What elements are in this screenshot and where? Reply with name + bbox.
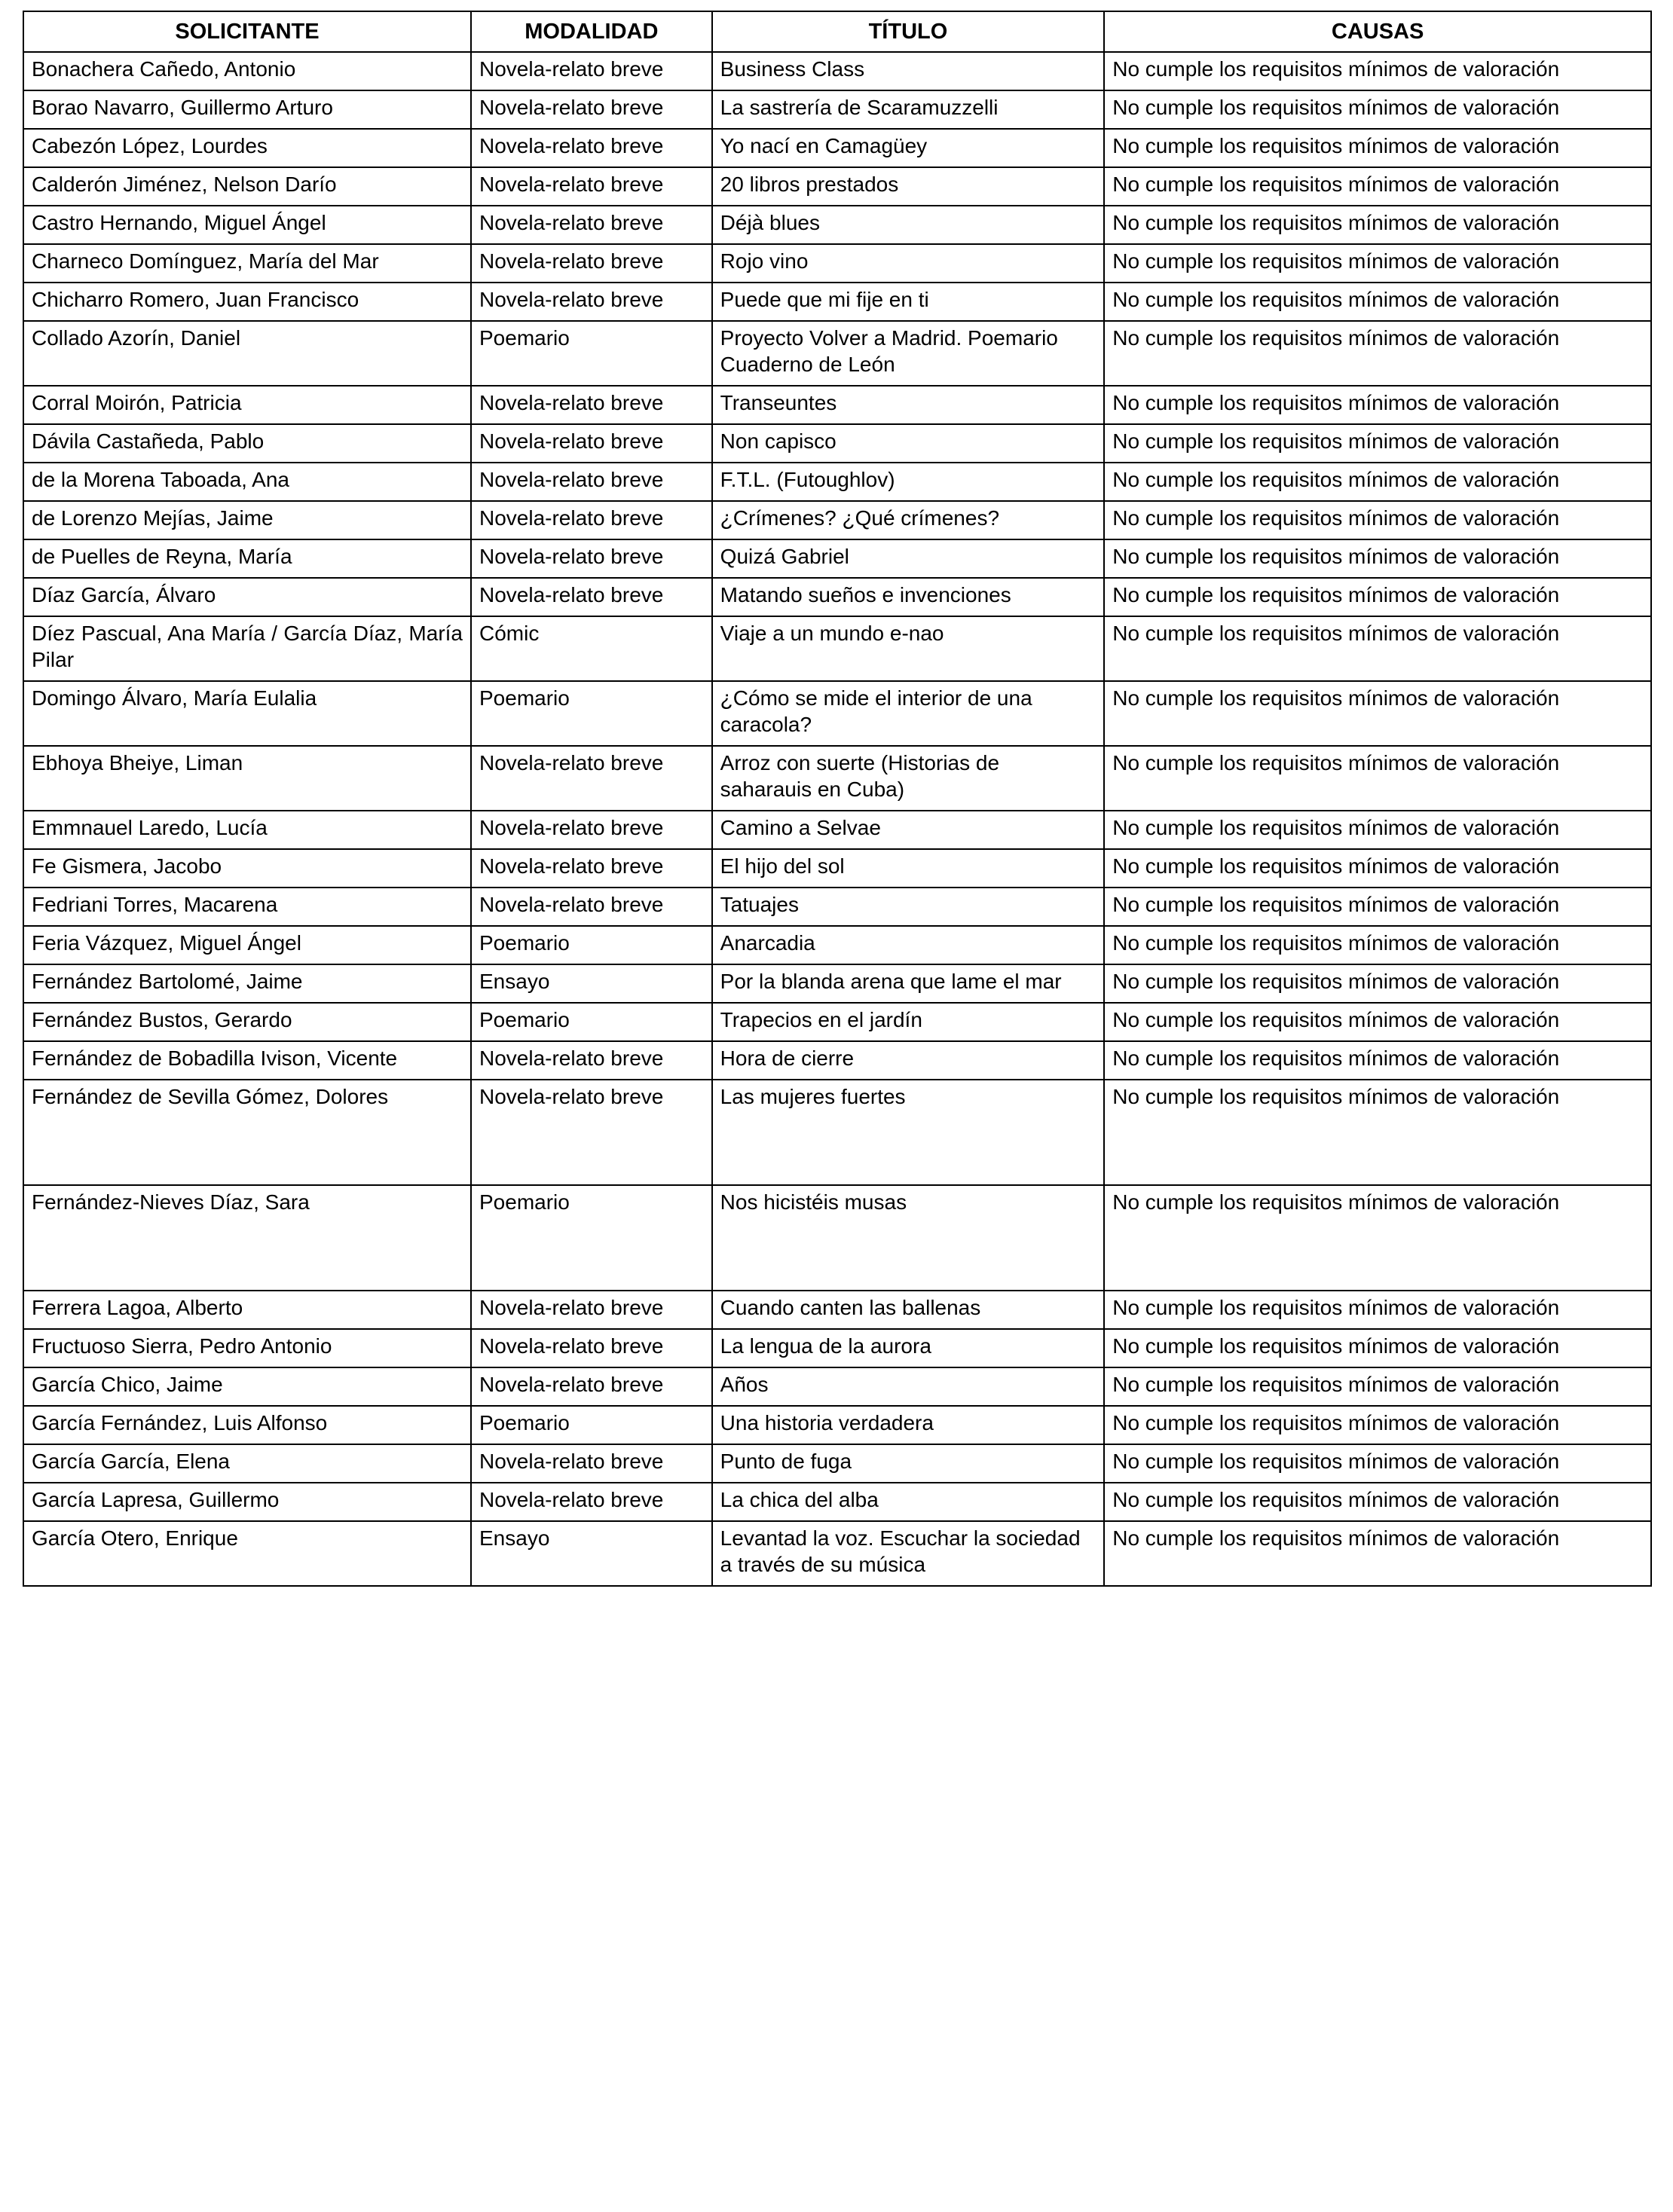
causas-cell: No cumple los requisitos mínimos de valoración: [1104, 1080, 1651, 1185]
causas-cell: No cumple los requisitos mínimos de valoración: [1104, 578, 1651, 616]
causas-cell: No cumple los requisitos mínimos de valoración: [1104, 1444, 1651, 1483]
table-row: [23, 1329, 1651, 1367]
causas-cell: No cumple los requisitos mínimos de valoración: [1104, 681, 1651, 746]
causas-cell: No cumple los requisitos mínimos de valoración: [1104, 90, 1651, 129]
modalidad-cell: Novela-relato breve: [471, 1367, 712, 1406]
table-row: [23, 424, 1651, 463]
modalidad-cell: Novela-relato breve: [471, 206, 712, 244]
titulo-cell: 20 libros prestados: [712, 167, 1105, 206]
header-solicitante: SOLICITANTE: [23, 11, 471, 52]
causas-cell: No cumple los requisitos mínimos de valoración: [1104, 244, 1651, 283]
causas-cell: No cumple los requisitos mínimos de valoración: [1104, 964, 1651, 1003]
solicitante-cell: de Lorenzo Mejías, Jaime: [23, 501, 471, 539]
solicitante-cell: Borao Navarro, Guillermo Arturo: [23, 90, 471, 129]
titulo-cell: Trapecios en el jardín: [712, 1003, 1105, 1041]
titulo-cell: Proyecto Volver a Madrid. Poemario Cuaderno de León: [712, 321, 1105, 386]
solicitante-cell: Fernández-Nieves Díaz, Sara: [23, 1185, 471, 1291]
titulo-cell: Anarcadia: [712, 926, 1105, 964]
solicitante-cell: Feria Vázquez, Miguel Ángel: [23, 926, 471, 964]
titulo-cell: El hijo del sol: [712, 849, 1105, 888]
causas-cell: No cumple los requisitos mínimos de valoración: [1104, 926, 1651, 964]
table-row: [23, 1367, 1651, 1406]
modalidad-cell: Novela-relato breve: [471, 501, 712, 539]
table-row: [23, 578, 1651, 616]
titulo-cell: Años: [712, 1367, 1105, 1406]
causas-cell: No cumple los requisitos mínimos de valoración: [1104, 1041, 1651, 1080]
titulo-cell: La chica del alba: [712, 1483, 1105, 1521]
table-row: [23, 888, 1651, 926]
titulo-cell: Levantad la voz. Escuchar la sociedad a través de su música: [712, 1521, 1105, 1586]
table-row: [23, 1003, 1651, 1041]
modalidad-cell: Poemario: [471, 321, 712, 386]
solicitante-cell: Collado Azorín, Daniel: [23, 321, 471, 386]
solicitante-cell: Fernández de Bobadilla Ivison, Vicente: [23, 1041, 471, 1080]
titulo-cell: F.T.L. (Futoughlov): [712, 463, 1105, 501]
titulo-cell: Una historia verdadera: [712, 1406, 1105, 1444]
modalidad-cell: Novela-relato breve: [471, 849, 712, 888]
causas-cell: No cumple los requisitos mínimos de valoración: [1104, 463, 1651, 501]
solicitante-cell: de Puelles de Reyna, María: [23, 539, 471, 578]
solicitante-cell: Díaz García, Álvaro: [23, 578, 471, 616]
modalidad-cell: Novela-relato breve: [471, 1483, 712, 1521]
modalidad-cell: Novela-relato breve: [471, 463, 712, 501]
modalidad-cell: Novela-relato breve: [471, 386, 712, 424]
titulo-cell: Yo nací en Camagüey: [712, 129, 1105, 167]
causas-cell: No cumple los requisitos mínimos de valoración: [1104, 129, 1651, 167]
solicitante-cell: Charneco Domínguez, María del Mar: [23, 244, 471, 283]
titulo-cell: Cuando canten las ballenas: [712, 1291, 1105, 1329]
titulo-cell: La sastrería de Scaramuzzelli: [712, 90, 1105, 129]
causas-cell: No cumple los requisitos mínimos de valoración: [1104, 849, 1651, 888]
causas-cell: No cumple los requisitos mínimos de valoración: [1104, 501, 1651, 539]
titulo-cell: Non capisco: [712, 424, 1105, 463]
modalidad-cell: Poemario: [471, 1185, 712, 1291]
table-header-row: [23, 11, 1651, 52]
solicitante-cell: Dávila Castañeda, Pablo: [23, 424, 471, 463]
solicitante-cell: Ferrera Lagoa, Alberto: [23, 1291, 471, 1329]
applicants-table: [23, 11, 1652, 1587]
solicitante-cell: Castro Hernando, Miguel Ángel: [23, 206, 471, 244]
titulo-cell: ¿Cómo se mide el interior de una caracola?: [712, 681, 1105, 746]
modalidad-cell: Novela-relato breve: [471, 578, 712, 616]
header-titulo: TÍTULO: [712, 11, 1105, 52]
table-row: [23, 283, 1651, 321]
table-row: [23, 1406, 1651, 1444]
modalidad-cell: Novela-relato breve: [471, 1291, 712, 1329]
solicitante-cell: Fernández Bustos, Gerardo: [23, 1003, 471, 1041]
modalidad-cell: Novela-relato breve: [471, 746, 712, 811]
modalidad-cell: Poemario: [471, 681, 712, 746]
causas-cell: No cumple los requisitos mínimos de valoración: [1104, 1483, 1651, 1521]
titulo-cell: ¿Crímenes? ¿Qué crímenes?: [712, 501, 1105, 539]
solicitante-cell: Díez Pascual, Ana María / García Díaz, María Pilar: [23, 616, 471, 681]
modalidad-cell: Novela-relato breve: [471, 811, 712, 849]
titulo-cell: Las mujeres fuertes: [712, 1080, 1105, 1185]
titulo-cell: Nos hicistéis musas: [712, 1185, 1105, 1291]
solicitante-cell: Calderón Jiménez, Nelson Darío: [23, 167, 471, 206]
solicitante-cell: Corral Moirón, Patricia: [23, 386, 471, 424]
titulo-cell: Tatuajes: [712, 888, 1105, 926]
solicitante-cell: Ebhoya Bheiye, Liman: [23, 746, 471, 811]
modalidad-cell: Poemario: [471, 926, 712, 964]
titulo-cell: Matando sueños e invenciones: [712, 578, 1105, 616]
solicitante-cell: Fe Gismera, Jacobo: [23, 849, 471, 888]
solicitante-cell: Emmnauel Laredo, Lucía: [23, 811, 471, 849]
titulo-cell: Arroz con suerte (Historias de saharauis en Cuba): [712, 746, 1105, 811]
causas-cell: No cumple los requisitos mínimos de valoración: [1104, 1329, 1651, 1367]
titulo-cell: Quizá Gabriel: [712, 539, 1105, 578]
solicitante-cell: Fructuoso Sierra, Pedro Antonio: [23, 1329, 471, 1367]
causas-cell: No cumple los requisitos mínimos de valoración: [1104, 386, 1651, 424]
causas-cell: No cumple los requisitos mínimos de valoración: [1104, 321, 1651, 386]
table-row: [23, 1444, 1651, 1483]
causas-cell: No cumple los requisitos mínimos de valoración: [1104, 1291, 1651, 1329]
table-body: [23, 52, 1651, 1586]
modalidad-cell: Novela-relato breve: [471, 1329, 712, 1367]
modalidad-cell: Ensayo: [471, 964, 712, 1003]
modalidad-cell: Novela-relato breve: [471, 1080, 712, 1185]
causas-cell: No cumple los requisitos mínimos de valoración: [1104, 746, 1651, 811]
solicitante-cell: García García, Elena: [23, 1444, 471, 1483]
titulo-cell: Puede que mi fije en ti: [712, 283, 1105, 321]
solicitante-cell: García Fernández, Luis Alfonso: [23, 1406, 471, 1444]
table-row: [23, 321, 1651, 386]
modalidad-cell: Novela-relato breve: [471, 424, 712, 463]
header-modalidad: MODALIDAD: [471, 11, 712, 52]
causas-cell: No cumple los requisitos mínimos de valoración: [1104, 1003, 1651, 1041]
titulo-cell: Por la blanda arena que lame el mar: [712, 964, 1105, 1003]
table-row: [23, 1291, 1651, 1329]
causas-cell: No cumple los requisitos mínimos de valoración: [1104, 1185, 1651, 1291]
table-row: [23, 964, 1651, 1003]
table-row: [23, 501, 1651, 539]
table-row: [23, 463, 1651, 501]
table-row: [23, 1080, 1651, 1185]
modalidad-cell: Poemario: [471, 1003, 712, 1041]
modalidad-cell: Novela-relato breve: [471, 1444, 712, 1483]
titulo-cell: La lengua de la aurora: [712, 1329, 1105, 1367]
table-row: [23, 1483, 1651, 1521]
solicitante-cell: García Otero, Enrique: [23, 1521, 471, 1586]
titulo-cell: Déjà blues: [712, 206, 1105, 244]
solicitante-cell: Fedriani Torres, Macarena: [23, 888, 471, 926]
causas-cell: No cumple los requisitos mínimos de valoración: [1104, 206, 1651, 244]
modalidad-cell: Ensayo: [471, 1521, 712, 1586]
modalidad-cell: Novela-relato breve: [471, 539, 712, 578]
solicitante-cell: Fernández Bartolomé, Jaime: [23, 964, 471, 1003]
causas-cell: No cumple los requisitos mínimos de valoración: [1104, 1367, 1651, 1406]
solicitante-cell: Domingo Álvaro, María Eulalia: [23, 681, 471, 746]
modalidad-cell: Novela-relato breve: [471, 167, 712, 206]
solicitante-cell: Cabezón López, Lourdes: [23, 129, 471, 167]
solicitante-cell: García Lapresa, Guillermo: [23, 1483, 471, 1521]
causas-cell: No cumple los requisitos mínimos de valoración: [1104, 1521, 1651, 1586]
table-row: [23, 90, 1651, 129]
table-row: [23, 244, 1651, 283]
table-row: [23, 167, 1651, 206]
table-row: [23, 129, 1651, 167]
causas-cell: No cumple los requisitos mínimos de valoración: [1104, 424, 1651, 463]
modalidad-cell: Cómic: [471, 616, 712, 681]
table-row: [23, 746, 1651, 811]
solicitante-cell: de la Morena Taboada, Ana: [23, 463, 471, 501]
solicitante-cell: Chicharro Romero, Juan Francisco: [23, 283, 471, 321]
table-row: [23, 616, 1651, 681]
table-row: [23, 811, 1651, 849]
table-row: [23, 1521, 1651, 1586]
modalidad-cell: Novela-relato breve: [471, 244, 712, 283]
header-causas: CAUSAS: [1104, 11, 1651, 52]
table-row: [23, 849, 1651, 888]
solicitante-cell: Fernández de Sevilla Gómez, Dolores: [23, 1080, 471, 1185]
modalidad-cell: Novela-relato breve: [471, 888, 712, 926]
causas-cell: No cumple los requisitos mínimos de valoración: [1104, 283, 1651, 321]
titulo-cell: Punto de fuga: [712, 1444, 1105, 1483]
solicitante-cell: Bonachera Cañedo, Antonio: [23, 52, 471, 90]
modalidad-cell: Novela-relato breve: [471, 90, 712, 129]
causas-cell: No cumple los requisitos mínimos de valoración: [1104, 1406, 1651, 1444]
table-row: [23, 386, 1651, 424]
modalidad-cell: Novela-relato breve: [471, 52, 712, 90]
modalidad-cell: Novela-relato breve: [471, 129, 712, 167]
table-row: [23, 681, 1651, 746]
modalidad-cell: Novela-relato breve: [471, 1041, 712, 1080]
titulo-cell: Camino a Selvae: [712, 811, 1105, 849]
causas-cell: No cumple los requisitos mínimos de valoración: [1104, 888, 1651, 926]
titulo-cell: Rojo vino: [712, 244, 1105, 283]
table-row: [23, 206, 1651, 244]
modalidad-cell: Novela-relato breve: [471, 283, 712, 321]
causas-cell: No cumple los requisitos mínimos de valoración: [1104, 167, 1651, 206]
table-row: [23, 926, 1651, 964]
titulo-cell: Viaje a un mundo e-nao: [712, 616, 1105, 681]
table-row: [23, 1041, 1651, 1080]
causas-cell: No cumple los requisitos mínimos de valoración: [1104, 539, 1651, 578]
causas-cell: No cumple los requisitos mínimos de valoración: [1104, 811, 1651, 849]
titulo-cell: Transeuntes: [712, 386, 1105, 424]
causas-cell: No cumple los requisitos mínimos de valoración: [1104, 616, 1651, 681]
table-row: [23, 1185, 1651, 1291]
table-row: [23, 52, 1651, 90]
titulo-cell: Business Class: [712, 52, 1105, 90]
titulo-cell: Hora de cierre: [712, 1041, 1105, 1080]
causas-cell: No cumple los requisitos mínimos de valoración: [1104, 52, 1651, 90]
solicitante-cell: García Chico, Jaime: [23, 1367, 471, 1406]
table-row: [23, 539, 1651, 578]
modalidad-cell: Poemario: [471, 1406, 712, 1444]
